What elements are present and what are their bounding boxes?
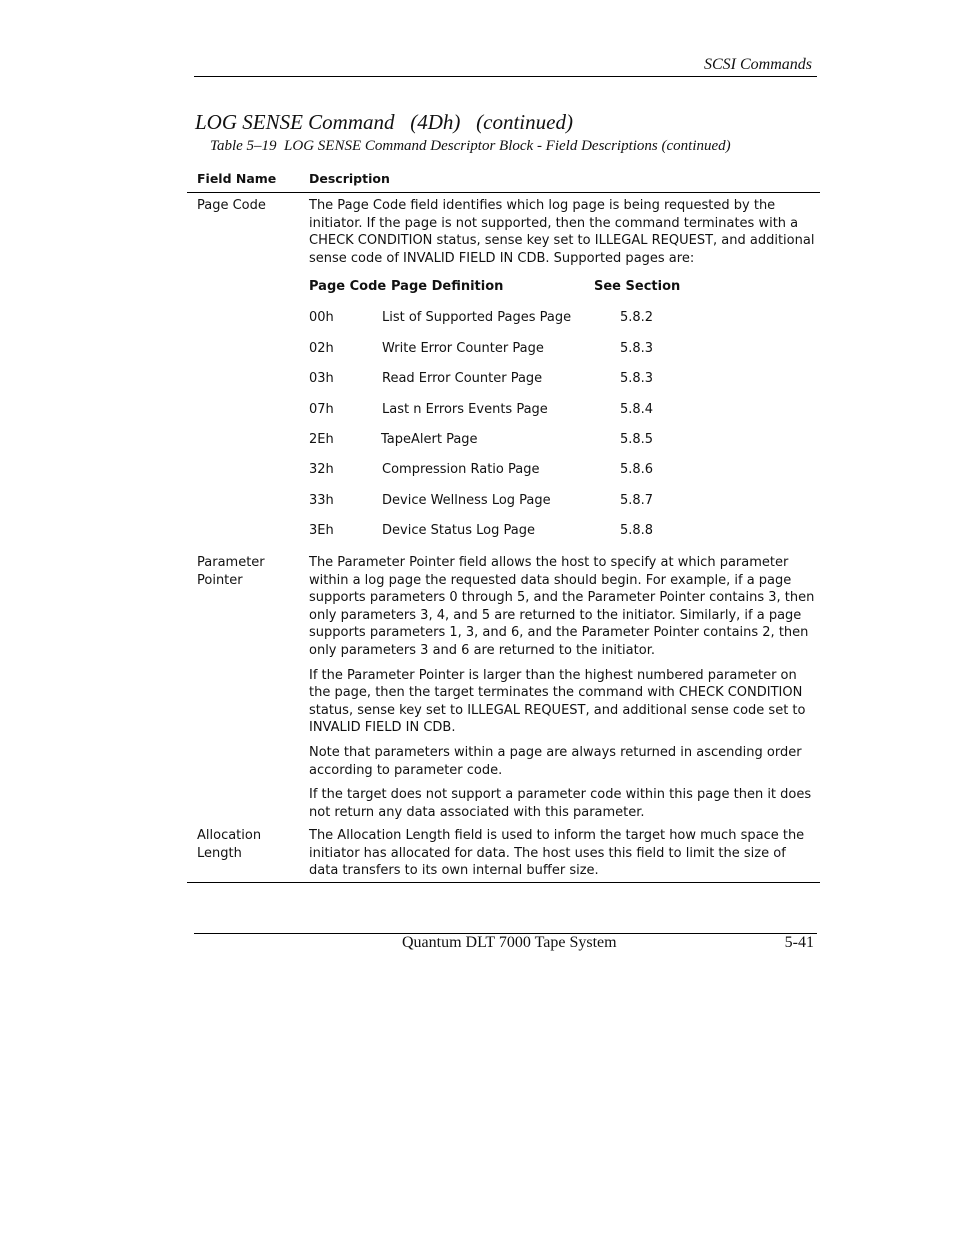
description-paragraph: If the Parameter Pointer is larger than the highest numbered parameter on the page, then the target terminates the command with CHECK CONDITION status, sense key set to ILLEGAL REQUEST, and additional sense code set to INVALID FIELD IN CDB. bbox=[309, 667, 806, 736]
description-paragraph: If the target does not support a parameter code within this page then it does not return any data associated with this parameter. bbox=[309, 787, 812, 820]
see-section: 5.8.3 bbox=[620, 371, 654, 386]
see-section: 5.8.3 bbox=[620, 341, 654, 356]
page-code: 33h bbox=[309, 493, 334, 508]
page-code: 00h bbox=[309, 310, 334, 325]
field-description bbox=[309, 197, 817, 274]
see-section: 5.8.7 bbox=[620, 493, 654, 508]
column-header-field-name: Field Name bbox=[197, 171, 277, 186]
page-definition-header: Page Definition bbox=[391, 279, 504, 294]
see-section-header: See Section bbox=[594, 279, 681, 294]
page-definition: List of Supported Pages Page bbox=[382, 310, 572, 325]
page-definition: Last n Errors Events Page bbox=[382, 402, 548, 417]
page-code: 03h bbox=[309, 371, 334, 386]
page-code: 3Eh bbox=[309, 523, 334, 538]
page-definition: Compression Ratio Page bbox=[382, 462, 540, 477]
description-paragraph: Note that parameters within a page are always returned in ascending order according to parameter code. bbox=[309, 744, 802, 778]
page-code: 2Eh bbox=[309, 432, 334, 447]
table-caption: Table 5–19 LOG SENSE Command Descriptor Block - Field Descriptions (continued) bbox=[210, 138, 731, 154]
page-number: 5-41 bbox=[784, 934, 814, 951]
table-bottom-rule bbox=[187, 882, 820, 883]
description-paragraph: The Parameter Pointer field allows the host to specify at which parameter within a log page the requested data should begin. For example, if a page supports parameters 0 through 5, and the Parameter Pointer contains 3, then only parameters 3, 4, and 5 are returned to the initiator. Similarly, if a page supports parameters 1, 3, and 6, and the Parameter Pointer contains 2, then only parameters 3 and 6 are returned to the initiator. bbox=[309, 555, 815, 658]
page-definition: TapeAlert Page bbox=[381, 432, 478, 447]
field-descriptions-table bbox=[187, 168, 820, 879]
field-name: Page Code bbox=[197, 198, 266, 213]
field-description bbox=[309, 827, 817, 887]
see-section: 5.8.6 bbox=[620, 462, 654, 477]
see-section: 5.8.8 bbox=[620, 523, 654, 538]
see-section: 5.8.2 bbox=[620, 310, 654, 325]
page-definition: Write Error Counter Page bbox=[382, 341, 544, 356]
page-definition: Device Wellness Log Page bbox=[382, 493, 551, 508]
table-header bbox=[187, 168, 820, 193]
running-head: SCSI Commands bbox=[703, 56, 812, 73]
page-code: 02h bbox=[309, 341, 334, 356]
section-title: LOG SENSE Command (4Dh) (continued) bbox=[195, 110, 573, 134]
field-name: Allocation Length bbox=[197, 828, 262, 861]
description-paragraph: The Allocation Length field is used to inform the target how much space the initiator has allocated for data. The host uses this field to limit the size of data transfers to its own internal buffer size. bbox=[309, 828, 805, 879]
column-header-description: Description bbox=[309, 171, 390, 186]
see-section: 5.8.4 bbox=[620, 402, 654, 417]
page-code: 32h bbox=[309, 462, 334, 477]
field-description bbox=[309, 554, 817, 828]
footer-title: Quantum DLT 7000 Tape System bbox=[402, 934, 617, 951]
field-name: Parameter Pointer bbox=[197, 555, 265, 588]
see-section: 5.8.5 bbox=[620, 432, 654, 447]
header-rule bbox=[194, 76, 817, 77]
page-code: 07h bbox=[309, 402, 334, 417]
page-definition: Device Status Log Page bbox=[382, 523, 535, 538]
page-code-header: Page Code bbox=[309, 279, 387, 294]
description-paragraph: The Page Code field identifies which log page is being requested by the initiator. If the page is not supported, then the command terminates with a CHECK CONDITION status, sense key set to ILLEGAL REQUEST, and additional sense code of INVALID FIELD IN CDB. Supported pages are: bbox=[309, 198, 815, 266]
page-definition: Read Error Counter Page bbox=[382, 371, 543, 386]
